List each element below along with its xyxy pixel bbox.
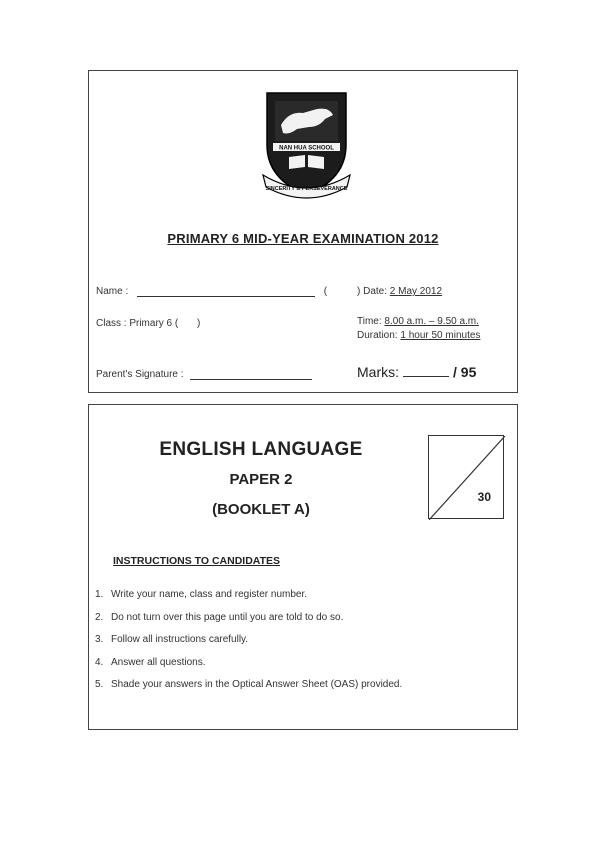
instruction-item: 5. Shade your answers in the Optical Answer Sheet (OAS) provided.	[95, 679, 403, 690]
duration-value: 1 hour 50 minutes	[400, 330, 481, 341]
signature-blank	[190, 379, 312, 380]
marks-blank	[403, 376, 449, 377]
duration-label: Duration:	[357, 330, 398, 341]
marks-field	[357, 364, 476, 380]
time-label: Time:	[357, 316, 382, 327]
marks-label: Marks:	[357, 364, 399, 380]
paper-number: PAPER 2	[229, 471, 293, 488]
name-blank	[137, 296, 315, 297]
class-field	[96, 318, 200, 329]
school-crest-logo	[259, 83, 354, 203]
name-label: Name :	[96, 286, 129, 297]
booklet-label: (BOOKLET A)	[212, 501, 310, 518]
subject-title: ENGLISH LANGUAGE	[159, 439, 363, 460]
instruction-item: 1. Write your name, class and register number.	[95, 589, 308, 600]
date-label: ) Date:	[357, 286, 388, 297]
register-bracket-open: (	[323, 286, 328, 297]
instructions-heading: INSTRUCTIONS TO CANDIDATES	[113, 555, 281, 567]
instruction-item: 4. Answer all questions.	[95, 656, 206, 668]
date-value: 2 May 2012	[389, 286, 443, 297]
instructions-list	[95, 589, 402, 702]
score-box	[428, 435, 504, 519]
class-bracket-close: )	[197, 318, 201, 329]
date-field	[357, 286, 442, 297]
marks-total: / 95	[453, 364, 477, 380]
signature-label: Parent's Signature :	[96, 369, 184, 380]
instruction-item: 3. Follow all instructions carefully.	[95, 634, 249, 645]
name-field	[96, 286, 327, 297]
time-field	[357, 316, 479, 327]
signature-field	[96, 369, 312, 380]
time-value: 8.00 a.m. – 9.50 a.m.	[384, 316, 479, 327]
exam-header-box	[88, 70, 518, 393]
svg-text:NAN HUA SCHOOL: NAN HUA SCHOOL	[279, 145, 334, 152]
exam-title: PRIMARY 6 MID-YEAR EXAMINATION 2012	[167, 231, 439, 246]
score-total: 30	[477, 490, 491, 504]
score-diagonal	[429, 436, 505, 520]
duration-field	[357, 330, 480, 341]
class-label: Class : Primary 6 (	[96, 318, 179, 329]
instruction-item: 2. Do not turn over this page until you are told to do so.	[95, 611, 344, 623]
svg-text:SINCERITY & PERSEVERANCE: SINCERITY & PERSEVERANCE	[265, 186, 348, 192]
subject-box	[88, 404, 518, 730]
